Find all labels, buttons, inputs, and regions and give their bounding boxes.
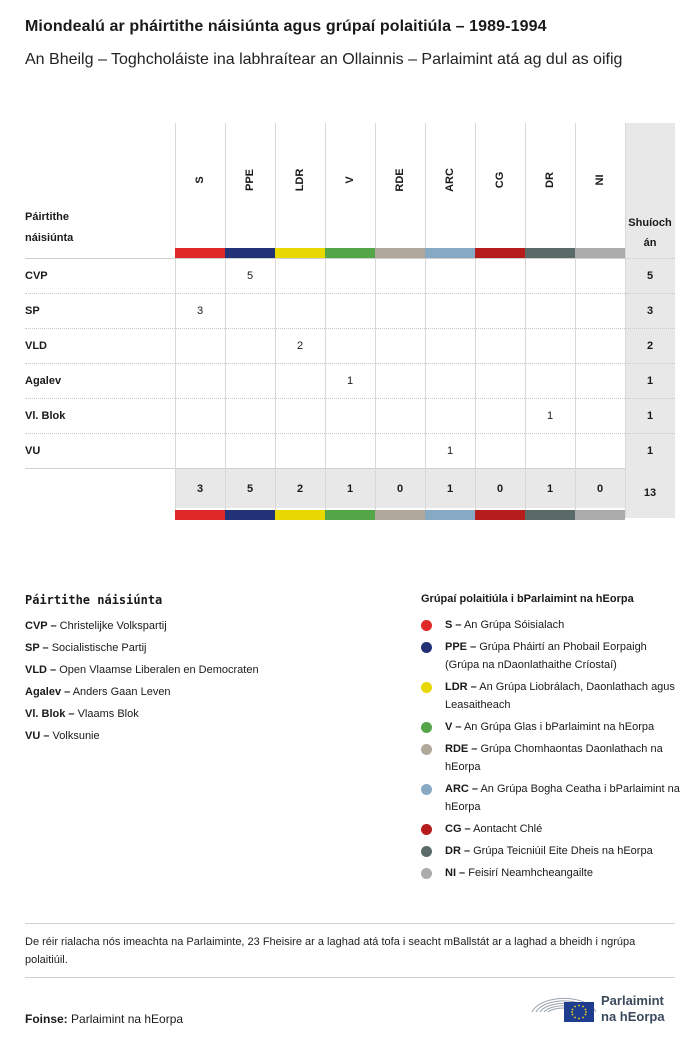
group-color-bar-rde: [375, 510, 425, 520]
group-legend-item: [421, 718, 681, 736]
seat-breakdown-table: [25, 123, 675, 523]
group-color-bar-arc: [425, 248, 475, 258]
seat-cell: 1: [446, 445, 454, 457]
column-header-label: V: [344, 176, 356, 184]
table-row: [25, 433, 675, 468]
group-legend-name: An Grúpa Bogha Ceatha i bParlaimint na hEorpa: [445, 783, 680, 813]
row-header-line2: náisiúnta: [25, 232, 74, 244]
row-total: 1: [646, 445, 654, 457]
party-legend-name: Vlaams Blok: [77, 708, 139, 720]
party-code: Vl. Blok: [25, 410, 66, 422]
row-total: 2: [646, 340, 654, 352]
group-legend: [421, 616, 681, 886]
group-color-dot: [421, 868, 432, 879]
party-legend-name: Open Vlaamse Liberalen en Democraten: [59, 664, 259, 676]
logo-line2: na hEorpa: [601, 1009, 665, 1024]
column-header-s: [175, 123, 225, 248]
row-total: 1: [646, 410, 654, 422]
column-header-label: LDR: [294, 168, 306, 192]
group-legend-name: Feisirí Neamhcheangailte: [468, 867, 593, 879]
group-legend-item: [421, 780, 681, 816]
group-color-bar-cg: [475, 510, 525, 520]
column-header-rde: [375, 123, 425, 248]
party-legend-name: Anders Gaan Leven: [72, 686, 171, 698]
group-color-dot: [421, 620, 432, 631]
column-header-cg: [475, 123, 525, 248]
party-code: Agalev: [25, 375, 62, 387]
hemicycle-icon: [530, 988, 600, 1028]
group-color-bar-ni: [575, 248, 625, 258]
party-legend-name: Volksunie: [52, 730, 100, 742]
row-total: 1: [646, 375, 654, 387]
party-legend-code: Vl. Blok –: [25, 708, 75, 720]
total-header: [625, 213, 675, 253]
party-legend-code: Agalev –: [25, 686, 71, 698]
group-color-bar-v: [325, 510, 375, 520]
group-legend-code: DR –: [445, 845, 471, 857]
group-legend-item: [421, 616, 681, 634]
group-legend-code: NI –: [445, 867, 466, 879]
group-legend-name: An Grúpa Sóisialach: [463, 619, 565, 631]
group-legend-code: S –: [445, 619, 462, 631]
column-total: 1: [346, 483, 354, 495]
table-row: [25, 398, 675, 433]
group-legend-name: Aontacht Chlé: [473, 823, 543, 835]
group-legend-title: Grúpaí polaitiúla i bParlaimint na hEorpa: [421, 593, 634, 605]
seat-cell: 5: [246, 270, 254, 282]
group-legend-name: Grúpa Chomhaontas Daonlathach na hEorpa: [445, 743, 663, 773]
source-line: [25, 1012, 183, 1026]
group-color-bar-ni: [575, 510, 625, 520]
group-color-bar-v: [325, 248, 375, 258]
column-header-ni: [575, 123, 625, 248]
group-legend-item: [421, 864, 681, 882]
column-total: 0: [496, 483, 504, 495]
group-legend-code: LDR –: [445, 681, 477, 693]
party-code: SP: [25, 305, 40, 317]
party-legend-item: [25, 681, 355, 703]
party-legend-name: Christelijke Volkspartij: [59, 620, 167, 632]
column-total: 5: [246, 483, 254, 495]
totals-divider: [25, 468, 175, 469]
party-code: VLD: [25, 340, 47, 352]
column-total: 2: [296, 483, 304, 495]
group-legend-item: [421, 740, 681, 776]
table-row: [25, 258, 675, 293]
group-legend-name: An Grúpa Glas i bParlaimint na hEorpa: [463, 721, 655, 733]
column-total: 3: [196, 483, 204, 495]
column-header-ppe: [225, 123, 275, 248]
column-header-ldr: [275, 123, 325, 248]
column-header-label: ARC: [444, 168, 456, 192]
group-color-dot: [421, 846, 432, 857]
group-color-bar-cg: [475, 248, 525, 258]
row-header-line1: Páirtithe: [25, 211, 70, 223]
column-totals-row: [175, 468, 625, 508]
total-header-line1: Shuíoch: [628, 217, 672, 229]
party-code: VU: [25, 445, 41, 457]
group-color-bar-s: [175, 248, 225, 258]
group-legend-name: Grúpa Teicniúil Eite Dheis na hEorpa: [473, 845, 653, 857]
column-total: 0: [596, 483, 604, 495]
group-color-bar-ppe: [225, 248, 275, 258]
total-header-line2: án: [643, 237, 657, 249]
group-color-dot: [421, 642, 432, 653]
group-color-dot: [421, 824, 432, 835]
row-header: [25, 207, 73, 249]
page-subtitle: An Bheilg – Toghcholáiste ina labhraítear an Ollainnis – Parlaimint atá ag dul as oifig: [25, 51, 623, 68]
group-legend-code: V –: [445, 721, 462, 733]
column-header-dr: [525, 123, 575, 248]
column-header-label: RDE: [394, 168, 406, 192]
footnote: De réir rialacha nós imeachta na Parlaiminte, 23 Fheisire ar a laghad atá tofa i seacht mBallstát ar a laghad a bheidh i ngrúpa polaitiúil.: [25, 936, 636, 966]
group-color-bar-dr: [525, 510, 575, 520]
party-legend: [25, 615, 355, 747]
party-legend-item: [25, 703, 355, 725]
row-total: 3: [646, 305, 654, 317]
divider: [25, 977, 675, 978]
grand-total: 13: [643, 487, 657, 499]
group-color-bar-ldr: [275, 510, 325, 520]
group-color-bar-dr: [525, 248, 575, 258]
party-legend-item: [25, 659, 355, 681]
group-legend-code: RDE –: [445, 743, 478, 755]
source-label: Foinse:: [25, 1012, 68, 1026]
column-header-label: DR: [544, 172, 556, 188]
group-color-dot: [421, 744, 432, 755]
divider: [25, 923, 675, 924]
party-legend-name: Socialistische Partij: [51, 642, 147, 654]
seat-cell: 1: [346, 375, 354, 387]
group-color-dot: [421, 784, 432, 795]
column-total: 1: [446, 483, 454, 495]
group-color-bar-ldr: [275, 248, 325, 258]
group-color-bar-rde: [375, 248, 425, 258]
column-total: 0: [396, 483, 404, 495]
logo-text: [601, 993, 665, 1025]
party-legend-code: VLD –: [25, 664, 57, 676]
column-header-label: CG: [494, 171, 506, 189]
party-legend-item: [25, 615, 355, 637]
group-legend-item: [421, 820, 681, 838]
group-color-dot: [421, 722, 432, 733]
column-header-label: NI: [594, 174, 606, 186]
group-color-bar-arc: [425, 510, 475, 520]
group-legend-code: PPE –: [445, 641, 477, 653]
party-legend-code: SP –: [25, 642, 49, 654]
row-total: 5: [646, 270, 654, 282]
party-legend-title: Páirtithe náisiúnta: [25, 593, 163, 607]
logo-line1: Parlaimint: [601, 993, 664, 1008]
group-color-dot: [421, 682, 432, 693]
party-legend-item: [25, 637, 355, 659]
seat-cell: 2: [296, 340, 304, 352]
seat-cell: 3: [196, 305, 204, 317]
column-header-label: PPE: [244, 168, 256, 192]
party-legend-code: VU –: [25, 730, 50, 742]
party-legend-item: [25, 725, 355, 747]
group-legend-item: [421, 842, 681, 860]
table-row: [25, 328, 675, 363]
party-code: CVP: [25, 270, 48, 282]
group-color-bar-s: [175, 510, 225, 520]
table-row: [25, 293, 675, 328]
page-title: Miondealú ar pháirtithe náisiúnta agus grúpaí polaitiúla – 1989-1994: [25, 18, 547, 35]
seat-cell: 1: [546, 410, 554, 422]
table-row: [25, 363, 675, 398]
column-header-label: S: [194, 176, 206, 184]
column-total: 1: [546, 483, 554, 495]
group-legend-name: Grúpa Pháirtí an Phobail Eorpaigh (Grúpa na nDaonlathaithe Críostaí): [445, 641, 647, 671]
group-legend-name: An Grúpa Liobrálach, Daonlathach agus Leasaitheach: [445, 681, 675, 711]
group-legend-code: CG –: [445, 823, 471, 835]
column-header-arc: [425, 123, 475, 248]
group-legend-item: [421, 678, 681, 714]
party-legend-code: CVP –: [25, 620, 57, 632]
group-legend-code: ARC –: [445, 783, 479, 795]
header-divider: [25, 258, 625, 259]
group-color-bar-ppe: [225, 510, 275, 520]
source-value: Parlaimint na hEorpa: [71, 1012, 184, 1026]
group-legend-item: [421, 638, 681, 674]
column-header-v: [325, 123, 375, 248]
